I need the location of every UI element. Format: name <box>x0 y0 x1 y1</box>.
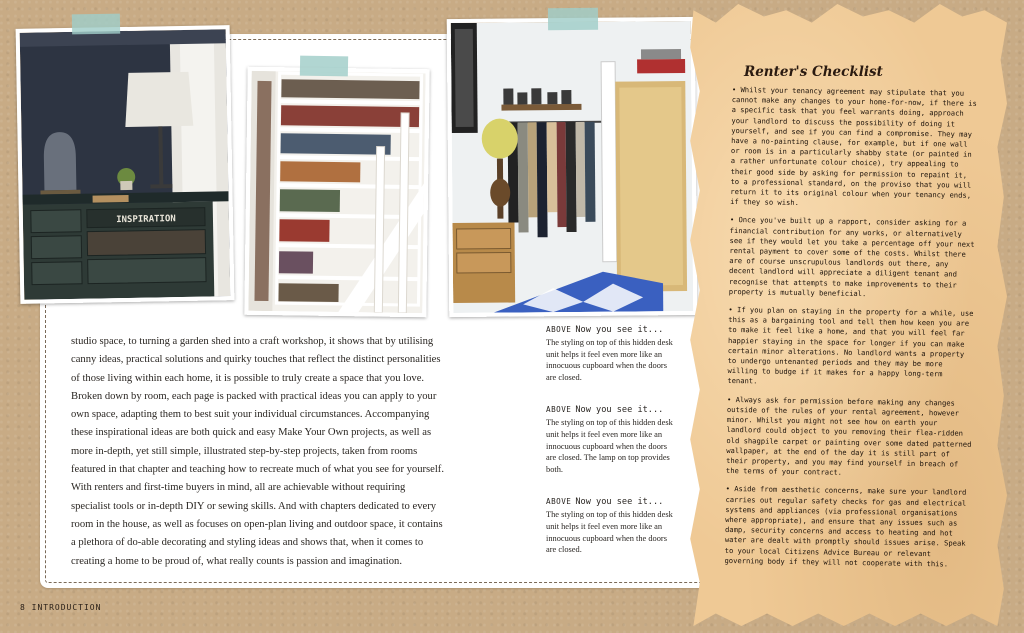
caption-text: The styling on top of this hidden desk unit helps it feel even more like an innocuous cupboard when the doors are closed. <box>546 338 673 382</box>
photo-bookcase-staircase <box>244 67 429 318</box>
introduction-body-text: studio space, to turning a garden shed into a craft workshop, it shows that by utilising canny ideas, practical solutions and quirky touches that reflect the distinct personalities of those living within each home, it is possible to truly create a space that you love. Broken down by room, each page is packed with practical ideas you can apply to your own space, adapting them to best suit your individual circumstances. Accompanying these inspirational ideas are both quick and easy Make Your Own projects, as well as more in-depth, yet still simple, illustrated step-by-step projects, taken from rooms featured in that chapter and teaching how to recreate much of what you see for yourself. With renters and first-time buyers in mind, all are achievable without requiring specialist tools or in-depth DIY or sewing skills. And with chapters dedicated to every room in the house, as well as focuses on open-plan living and outdoor space, it contains a plethora of do-able decorating and styling ideas and shows that, when it comes to creating a home to be proud of, what really counts is passion and imagination. <box>71 336 444 567</box>
photo-blue-wall-dresser-image <box>20 29 231 300</box>
checklist-item: • If you plan on staying in the property for a while, use this as a bargaining tool and tell them how keen you are to make it feel like a home, and that you will feel far happier staying in the space for longer if you can make certain minor alterations. No landlord wants a property to undergo untenanted periods and they may be more willing to budge if it makes for a happy long-term tenant. <box>727 305 974 386</box>
caption-label: ABOVE <box>546 405 572 415</box>
caption-text: The styling on top of this hidden desk unit helps it feel even more like an innocuous cupboard when the doors are closed. The lamp on top provides both. <box>546 418 673 474</box>
checklist-item: • Whilst your tenancy agreement may stipulate that you cannot make any changes to your home-for-now, if there is a specific task that you feel warrants doing, approach your landlord to discuss the possibility of doing it yourself, and see if you can find a compromise. They may have a no-painting clause, for example, but if one wall or room is in a particularly shabby state (or painted in a rather unfortunate colour choice), try appealing to their good side by asking for permission to repaint it, to a professional standard, on the proviso that you will return it to its original colour when your tenancy ends, if they so wish. <box>730 85 977 208</box>
checklist-item: • Aside from aesthetic concerns, make sure your landlord carries out regular safety checks for gas and electrical systems and appliances (via professional organisations where appropriate), and ensure that any issues such as damp, security concerns and access to heating and hot water are dealt with promptly should issues arise. Speak to your local Citizens Advice Bureau or relevant governing body if they will not cooperate with this. <box>724 484 967 569</box>
page-footer: 8 INTRODUCTION <box>20 603 102 612</box>
caption-title: Now you see it... <box>575 497 664 508</box>
inspiration-sign: INSPIRATION <box>116 214 176 226</box>
photo-blue-wall-dresser <box>16 25 235 304</box>
caption-text: The styling on top of this hidden desk unit helps it feel even more like an innocuous cupboard when the doors are closed. <box>546 510 673 555</box>
caption-title: Now you see it... <box>575 325 664 335</box>
photo-clothes-rail <box>447 17 698 317</box>
checklist-item: • Always ask for permission before making any changes outside of the rules of your rental agreement, however minor. Whilst you might not see how on earth your landlord could object to you removing their flea-ridden old shagpile carpet or painting over some dated patterned wallpaper, at the end of the day it is still part of their property, and you may find yourself in breach of the terms of your contract. <box>725 394 972 477</box>
tape-photo1 <box>72 14 120 35</box>
checklist-body <box>724 85 980 578</box>
checklist-title: Renter's Checklist <box>744 64 883 80</box>
tape-photo2 <box>300 56 348 77</box>
caption-3 <box>546 497 676 555</box>
caption-2 <box>546 405 676 475</box>
caption-title: Now you see it... <box>575 405 664 416</box>
caption-label: ABOVE <box>546 325 572 334</box>
caption-1 <box>546 325 676 383</box>
tape-photo3 <box>548 8 598 30</box>
checklist-item: • Once you've built up a rapport, consider asking for a financial contribution for any works, or alternatively see if they would let you take a percentage off your next rental payment to cover some of the costs. Whilst there are of course unscrupulous landlords out there, any decent landlord will appreciate a diligent tenant and recognise that attempts to make improvements to their property is mutually beneficial. <box>728 215 975 298</box>
photo-bookcase-image <box>248 71 425 313</box>
captions-column <box>546 325 676 578</box>
photo-clothes-rail-image <box>451 21 694 313</box>
caption-label: ABOVE <box>546 497 572 507</box>
